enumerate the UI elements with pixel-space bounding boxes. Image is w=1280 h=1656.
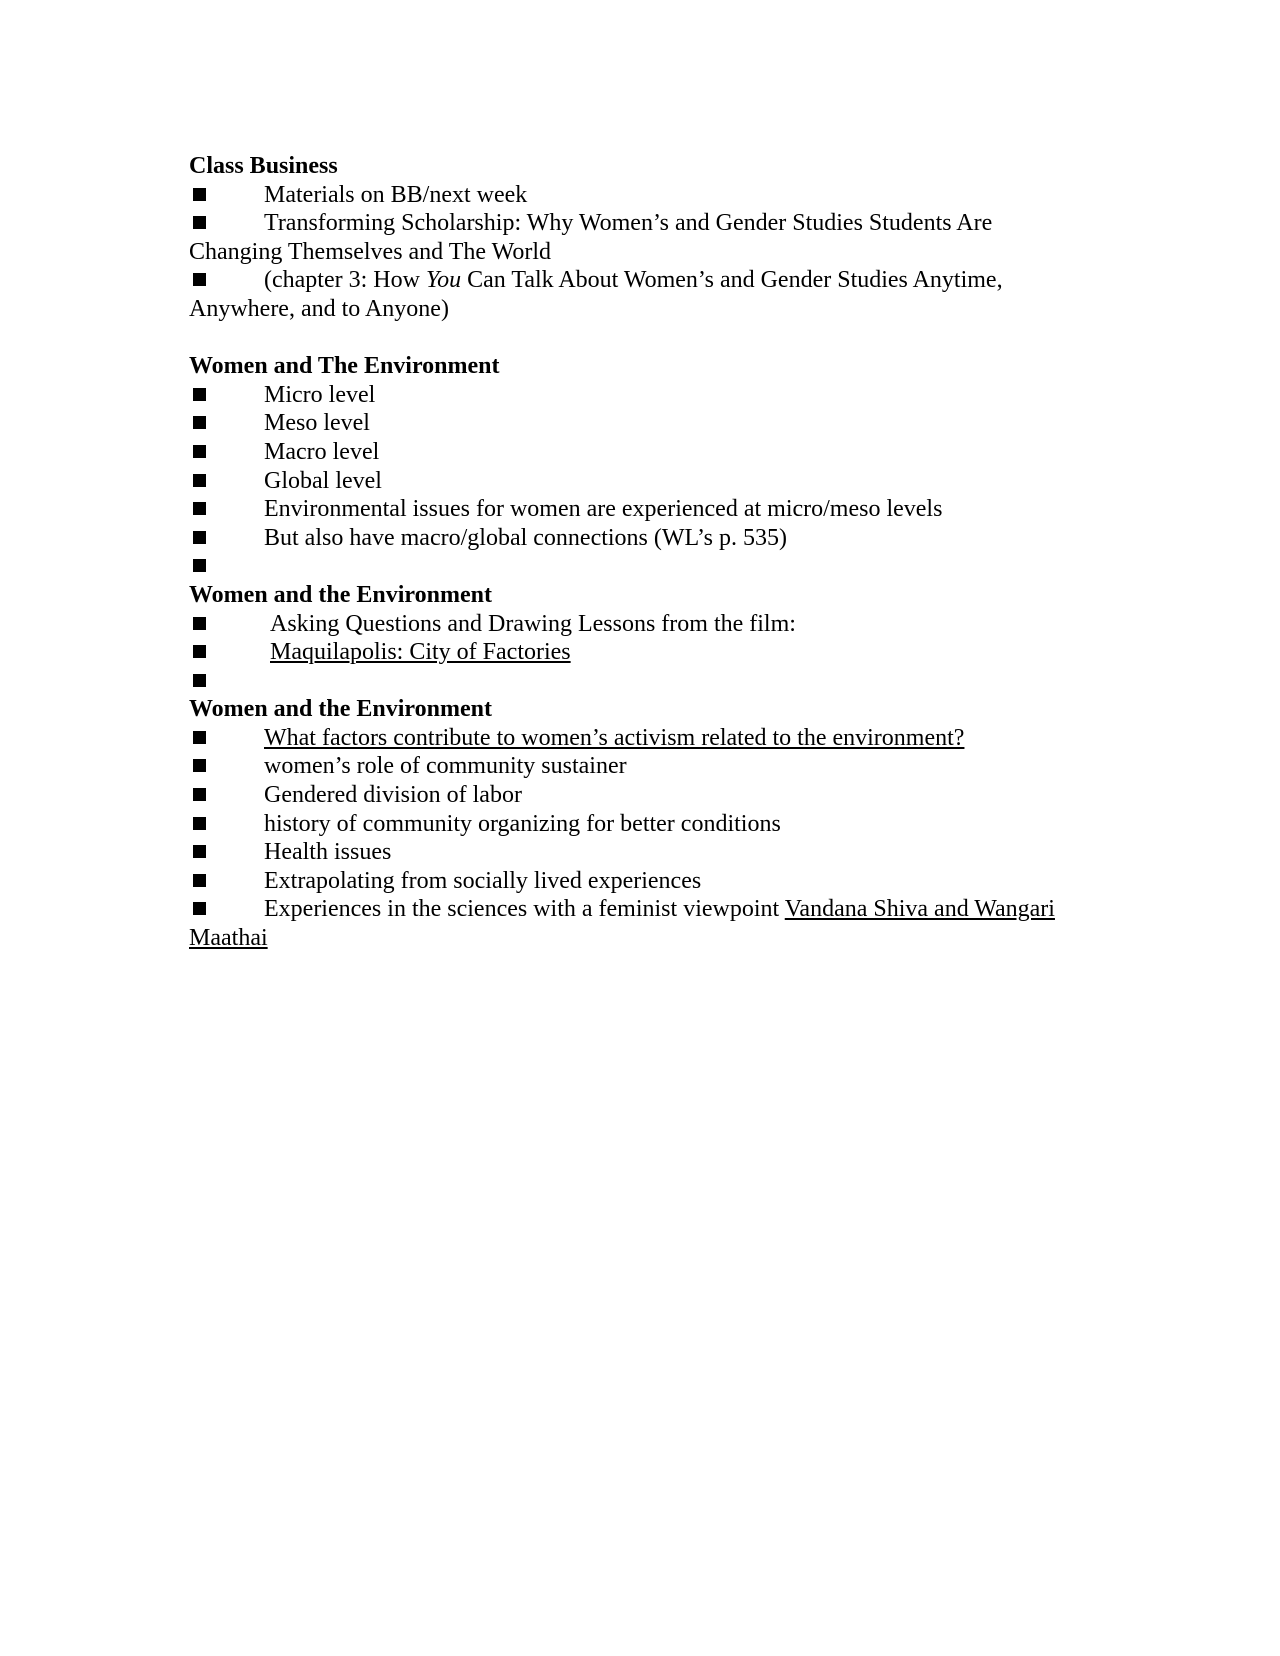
bullet-icon	[189, 667, 264, 696]
list-item: Extrapolating from socially lived experiences	[189, 867, 1069, 896]
list-item: Materials on BB/next week	[189, 181, 1069, 210]
film-title-link[interactable]: Maquilapolis: City of Factories	[270, 639, 571, 666]
bullet-icon	[189, 810, 264, 839]
bullet-icon	[189, 181, 264, 210]
list-item: (chapter 3: How You Can Talk About Women’s and Gender Studies Anytime, Anywhere, and to Anyone)	[189, 267, 1003, 322]
bullet-icon	[189, 524, 264, 553]
list-item: Environmental issues for women are experienced at micro/meso levels	[189, 495, 1069, 524]
list-item: Micro level	[189, 381, 1069, 410]
section-heading-women-environment-activism: Women and the Environment	[189, 696, 492, 723]
list-item: women’s role of community sustainer	[189, 752, 1069, 781]
bullet-icon	[189, 409, 264, 438]
bullet-icon	[189, 781, 264, 810]
activism-question-link[interactable]: What factors contribute to women’s activism related to the environment?	[264, 724, 965, 751]
list-item: But also have macro/global connections (WL’s p. 535)	[189, 524, 1069, 553]
bullet-icon	[189, 552, 264, 581]
emphasis-you: You	[425, 267, 462, 294]
list-item: Gendered division of labor	[189, 781, 1069, 810]
bullet-icon	[189, 467, 264, 496]
list-item: Global level	[189, 467, 1069, 496]
list-item: history of community organizing for better conditions	[189, 810, 1069, 839]
list-item: Macro level	[189, 438, 1069, 467]
section-heading-women-environment: Women and The Environment	[189, 353, 500, 380]
list-item-empty	[189, 667, 1069, 696]
bullet-icon	[189, 438, 264, 467]
bullet-icon	[189, 838, 264, 867]
bullet-icon	[189, 638, 264, 667]
bullet-icon	[189, 752, 264, 781]
bullet-icon	[189, 209, 264, 238]
section-heading-class-business: Class Business	[189, 153, 338, 179]
list-item	[189, 638, 1069, 667]
list-item	[189, 724, 1069, 753]
bullet-icon	[189, 495, 264, 524]
bullet-icon	[189, 381, 264, 410]
list-item-empty	[189, 552, 1069, 581]
bullet-icon	[189, 895, 264, 924]
bullet-icon	[189, 867, 264, 896]
bullet-icon	[189, 610, 264, 639]
bullet-icon	[189, 724, 264, 753]
shiva-maathai-link[interactable]: Vandana Shiva and Wangari Maathai	[189, 896, 1055, 952]
list-item: Meso level	[189, 409, 1069, 438]
list-item: Experiences in the sciences with a feminist viewpoint Vandana Shiva and Wangari Maathai	[189, 896, 1055, 952]
list-item: Transforming Scholarship: Why Women’s and Gender Studies Students Are Changing Themselves and The World	[189, 210, 993, 265]
list-item: Asking Questions and Drawing Lessons from the film:	[189, 610, 1069, 639]
list-item: Health issues	[189, 838, 1069, 867]
section-heading-women-environment-film: Women and the Environment	[189, 581, 492, 608]
bullet-icon	[189, 266, 264, 295]
document-body	[189, 152, 1069, 953]
